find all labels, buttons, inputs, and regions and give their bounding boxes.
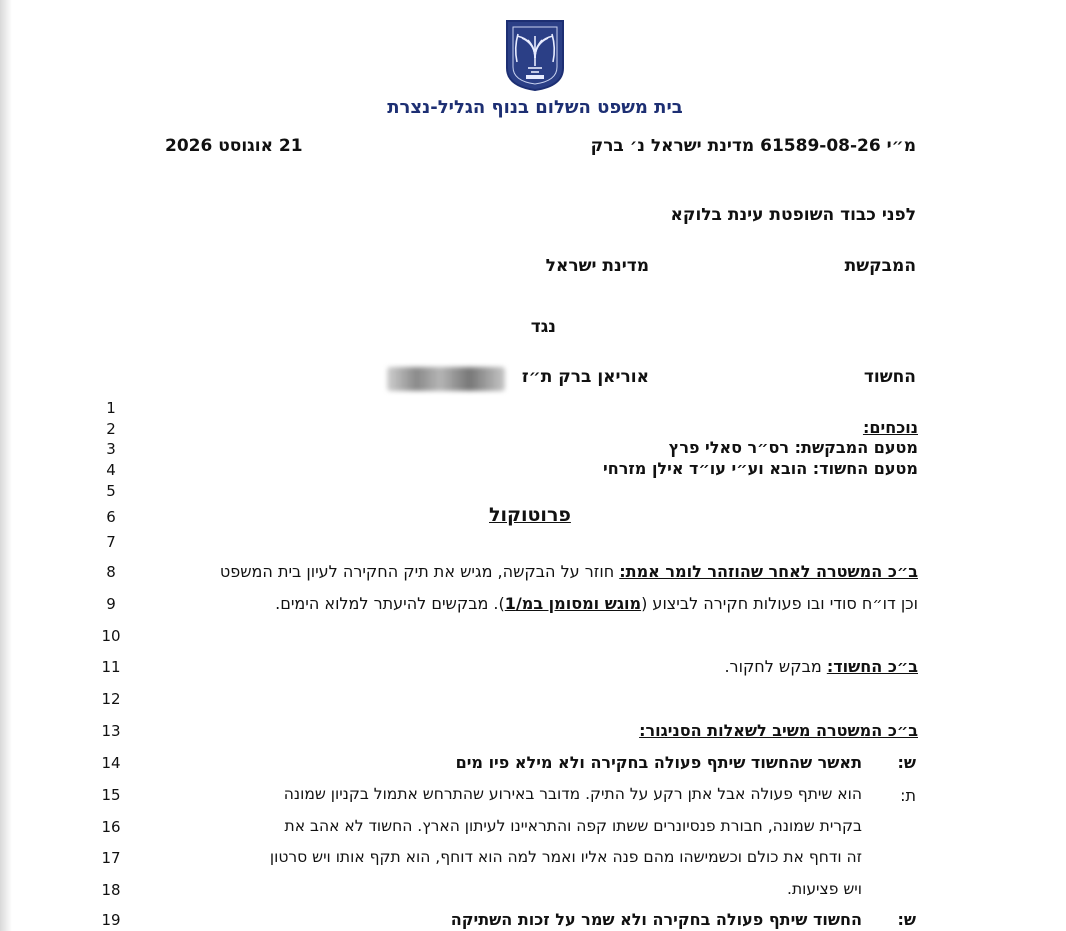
police-statement-line2	[275, 594, 918, 613]
answer-1-line: זה ודחף את כולם וכשמישהו מהם פנה אליו ואמר למה הוא דוחף, הוא תקף אותו ויש סרטון	[269, 848, 862, 866]
hearing-date: 21 אוגוסט 2026	[165, 136, 303, 156]
requester-label: המבקשת	[844, 256, 916, 276]
line-number: 4	[106, 461, 116, 479]
protocol-title: פרוטוקול	[489, 504, 571, 526]
police-statement-label: ב״כ המשטרה לאחר שהוזהר לומר אמת:	[619, 562, 918, 581]
line-number: 8	[106, 563, 116, 581]
requester-name: מדינת ישראל	[545, 256, 649, 276]
line-number: 5	[106, 482, 116, 500]
suspect-counsel-statement	[724, 657, 918, 676]
line-number: 17	[101, 849, 121, 867]
answer-1-line: ויש פציעות.	[787, 880, 862, 898]
line-number: 14	[101, 754, 121, 772]
versus: נגד	[530, 317, 556, 337]
court-name: בית משפט השלום בנוף הגליל-נצרת	[387, 97, 683, 118]
line-number: 18	[101, 881, 121, 899]
line-number: 15	[101, 786, 121, 804]
line-number: 9	[106, 595, 116, 613]
present-heading: נוכחים:	[862, 418, 918, 437]
line-number: 1	[106, 399, 116, 417]
judge-name: לפני כבוד השופטת עינת בלוקא	[670, 205, 916, 225]
state-emblem-icon	[504, 18, 566, 92]
case-number: מ״י 61589-08-26 מדינת ישראל נ׳ ברק	[590, 136, 916, 156]
line-number: 3	[106, 440, 116, 458]
line-number: 7	[106, 533, 116, 551]
police-statement-text: ). מבקשים להיעתר למלוא הימים.	[275, 594, 505, 613]
line-number: 13	[101, 722, 121, 740]
police-answers-heading: ב״כ המשטרה משיב לשאלות הסניגור:	[639, 721, 918, 740]
question-2: החשוד שיתף פעולה בחקירה ולא שמר על זכות השתיקה	[450, 910, 862, 929]
police-statement-line1	[220, 562, 918, 581]
question-1: תאשר שהחשוד שיתף פעולה בחקירה ולא מילא פיו מים	[455, 753, 862, 772]
suspect-representative: מטעם החשוד: הובא וע״י עו״ד אילן מזרחי	[603, 459, 918, 478]
answer-1-line: הוא שיתף פעולה אבל אתן רקע על התיק. מדובר באירוע שהתרחש אתמול בקניון שמונה	[283, 785, 862, 803]
suspect-label: החשוד	[863, 367, 916, 387]
line-number: 6	[106, 508, 116, 526]
line-number: 11	[101, 658, 121, 676]
line-number: 12	[101, 690, 121, 708]
line-number: 2	[106, 420, 116, 438]
line-number: 19	[101, 911, 121, 929]
suspect-name: אוריאן ברק ת״ז	[521, 367, 649, 387]
question-label: ש:	[897, 910, 916, 929]
police-statement-text: חוזר על הבקשה, מגיש את תיק החקירה לעיון בית המשפט	[219, 562, 620, 581]
line-number: 10	[101, 627, 121, 645]
page-edge-shadow	[0, 0, 12, 931]
suspect-counsel-label: ב״כ החשוד:	[826, 657, 918, 676]
question-label: ש:	[897, 753, 916, 772]
redacted-id-number	[387, 367, 505, 391]
requester-representative: מטעם המבקשת: רס״ר סאלי פרץ	[668, 438, 918, 457]
answer-1-line: בקרית שמונה, חבורת פנסיונרים ששתו קפה והתראיינו לעיתון הארץ. החשוד לא אהב את	[284, 817, 862, 835]
suspect-counsel-text: מבקש לחקור.	[724, 657, 827, 676]
line-number: 16	[101, 818, 121, 836]
exhibit-marking: מוגש ומסומן במ/1	[504, 594, 642, 613]
answer-label: ת:	[900, 786, 916, 805]
police-statement-text: וכן דו״ח סודי ובו פעולות חקירה לביצוע (	[641, 594, 918, 613]
